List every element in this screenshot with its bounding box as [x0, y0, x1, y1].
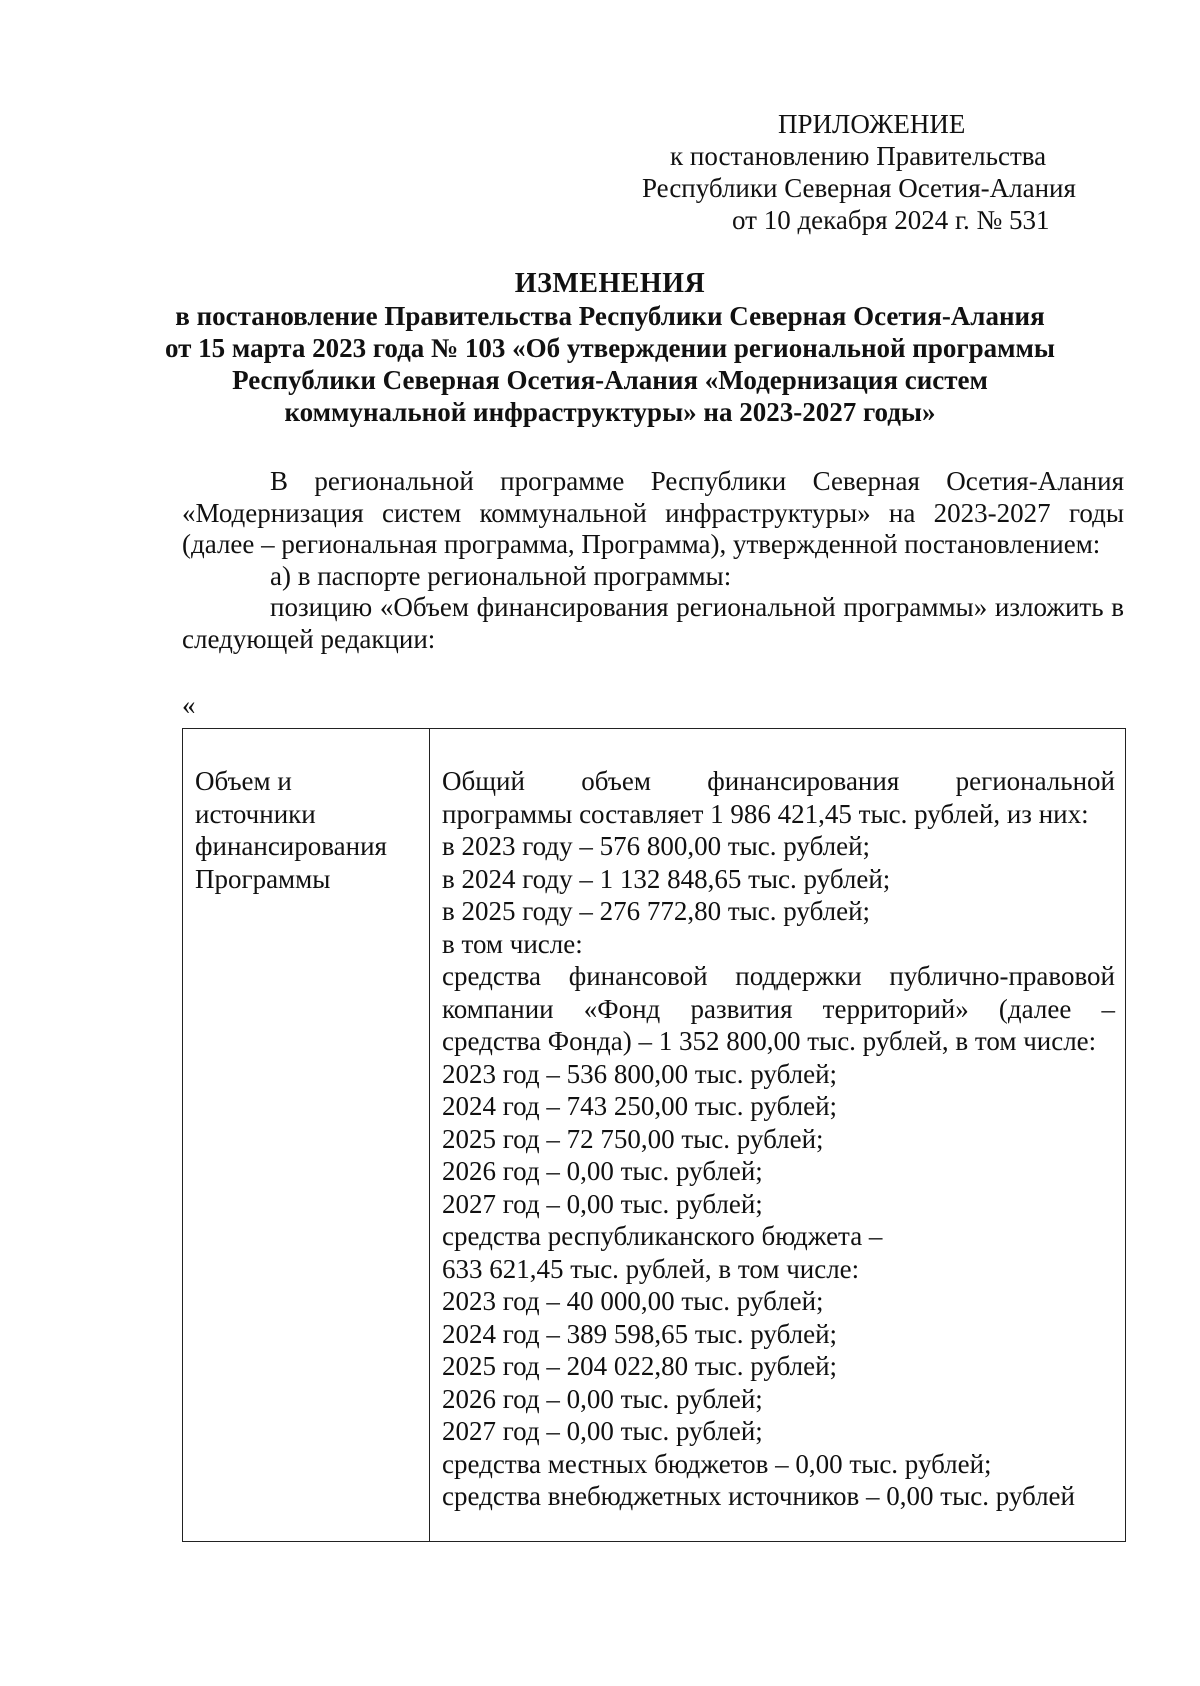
appendix-line: к постановлению Правительства [670, 141, 1047, 171]
cell-line: средства Фонда) – 1 352 800,00 тыс. рублей, в том числе: [442, 1026, 1097, 1056]
appendix-title: ПРИЛОЖЕНИЕ [778, 109, 966, 139]
appendix-line: Республики Северная Осетия-Алания [642, 173, 1076, 203]
cell-line: Общий объем финансирования региональной [442, 766, 1115, 796]
cell-line: 2026 год – 0,00 тыс. рублей; [442, 1383, 763, 1414]
paragraph: а) в паспорте региональной программы: [270, 560, 732, 591]
cell-line: компании «Фонд развития территорий» (далее – [442, 993, 1115, 1024]
paragraph: В региональной программе Республики Северная Осетия-Алания «Модернизация систем коммунальной инфраструктуры» на 2023-2027 годы (далее – региональная программа, Программа), утвержденной постановлением: [182, 466, 1124, 559]
cell-line: 2023 год – 40 000,00 тыс. рублей; [442, 1286, 824, 1316]
cell-line: 2027 год – 0,00 тыс. рублей; [442, 1416, 763, 1446]
cell-line: 2025 год – 72 750,00 тыс. рублей; [442, 1123, 824, 1154]
cell-line: 2023 год – 536 800,00 тыс. рублей; [442, 1058, 838, 1089]
document-title-block [160, 268, 1060, 428]
cell-line: средства республиканского бюджета – [442, 1221, 883, 1251]
table-cell-value [430, 729, 1126, 1542]
table-row [183, 729, 1126, 1542]
cell-line: средства местных бюджетов – 0,00 тыс. рублей; [442, 1448, 992, 1479]
title-line: коммунальной инфраструктуры» на 2023-2027 годы» [284, 397, 936, 427]
cell-line: 2026 год – 0,00 тыс. рублей; [442, 1156, 763, 1186]
paragraph: позицию «Объем финансирования региональной программы» изложить в следующей редакции: [182, 592, 1124, 654]
cell-line: средства финансовой поддержки публично-правовой [442, 961, 1115, 991]
document-body [182, 466, 1124, 655]
cell-line: 2027 год – 0,00 тыс. рублей; [442, 1188, 763, 1219]
appendix-header [560, 108, 1160, 236]
cell-line: 2025 год – 204 022,80 тыс. рублей; [442, 1351, 838, 1381]
financing-table [182, 728, 1126, 1542]
title-line: Республики Северная Осетия-Алания «Модернизация систем [232, 365, 988, 395]
table-cell-label [183, 729, 430, 1542]
cell-line: источники [195, 798, 316, 829]
cell-line: 2024 год – 743 250,00 тыс. рублей; [442, 1091, 838, 1121]
cell-line: в том числе: [442, 928, 583, 959]
document-title: ИЗМЕНЕНИЯ [514, 268, 706, 299]
cell-line: 2024 год – 389 598,65 тыс. рублей; [442, 1318, 838, 1349]
appendix-date-number: от 10 декабря 2024 г. № 531 [732, 205, 1050, 235]
cell-line: программы составляет 1 986 421,45 тыс. рублей, из них: [442, 798, 1089, 829]
cell-line: Программы [195, 863, 331, 894]
cell-line: Объем и [195, 766, 292, 796]
cell-line: 633 621,45 тыс. рублей, в том числе: [442, 1253, 860, 1284]
opening-quote-mark: « [182, 690, 196, 720]
title-line: в постановление Правительства Республики Северная Осетия-Алания [175, 301, 1045, 331]
cell-line: в 2024 году – 1 132 848,65 тыс. рублей; [442, 863, 891, 894]
cell-line: средства внебюджетных источников – 0,00 тыс. рублей [442, 1481, 1075, 1511]
cell-line: финансирования [195, 831, 387, 861]
cell-line: в 2025 году – 276 772,80 тыс. рублей; [442, 896, 871, 926]
cell-line: в 2023 году – 576 800,00 тыс. рублей; [442, 831, 871, 861]
title-line: от 15 марта 2023 года № 103 «Об утверждении региональной программы [164, 333, 1056, 363]
